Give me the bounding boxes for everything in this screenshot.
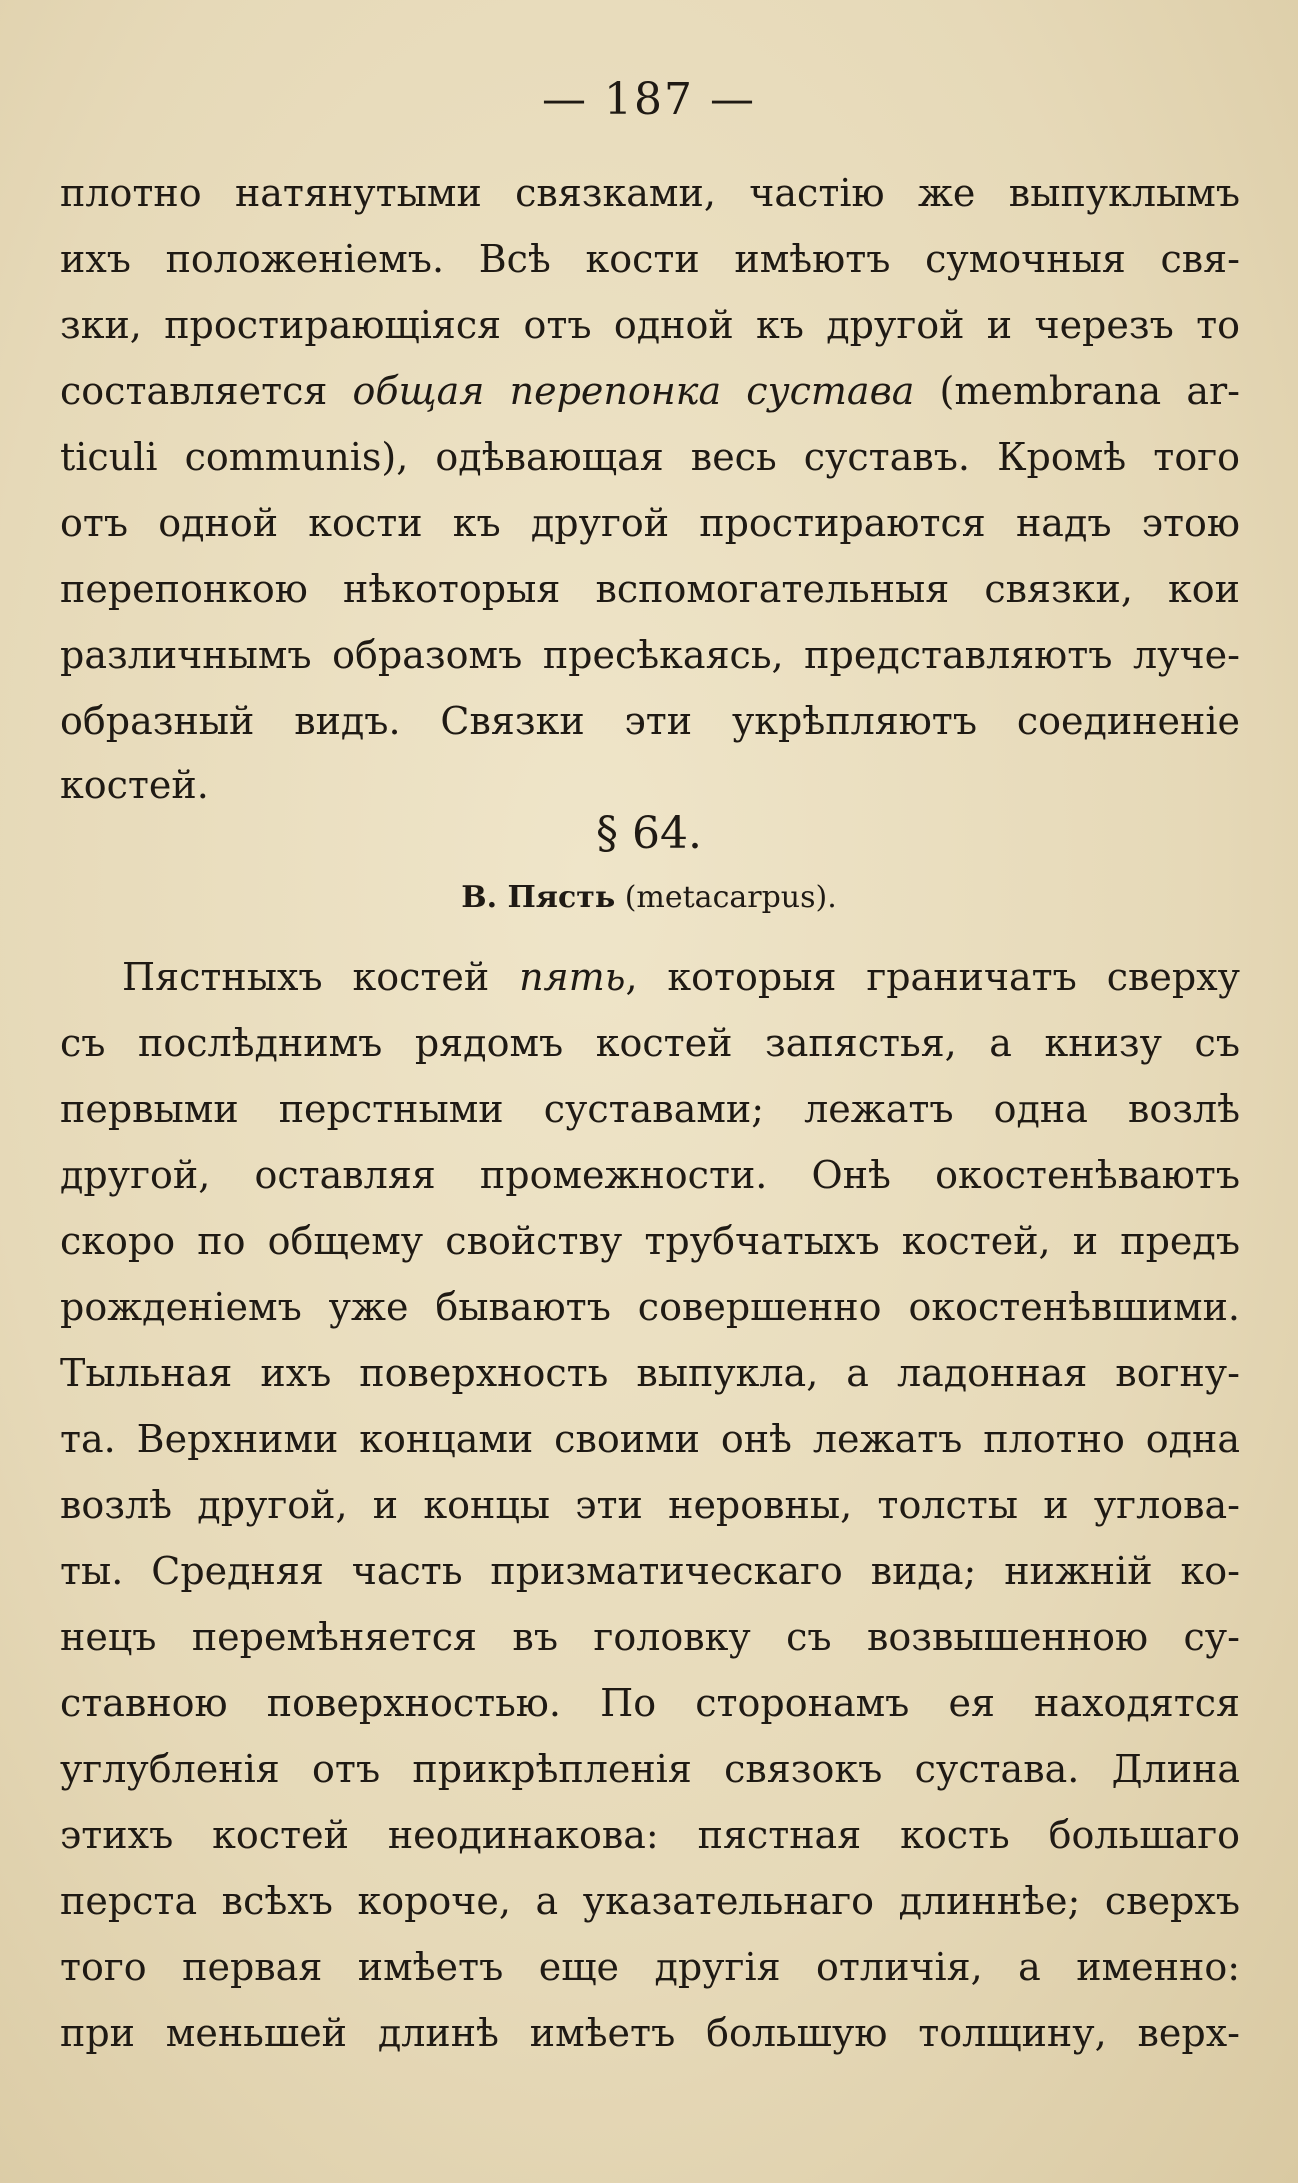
italic-term: общая перепонка сустава xyxy=(352,369,915,413)
section-title-text: В. Пясть xyxy=(461,880,616,915)
text-span: , которыя граничатъ сверху xyxy=(625,955,1240,999)
text-line: ticuli communis), одѣвающая весь суставъ. Кромѣ того xyxy=(60,435,1240,479)
text-line: возлѣ другой, и концы эти неровны, толсты и углова- xyxy=(60,1483,1240,1527)
text-span: составляется xyxy=(60,369,353,413)
text-line: нецъ перемѣняется въ головку съ возвышенною су- xyxy=(60,1615,1240,1659)
text-line: плотно натянутыми связками, частію же выпуклымъ xyxy=(60,171,1240,215)
section-title-latin: (metacarpus). xyxy=(615,880,837,915)
text-line: при меньшей длинѣ имѣетъ большую толщину, верх- xyxy=(60,2011,1240,2055)
text-line xyxy=(60,944,1240,1010)
text-line: ты. Средняя часть призматическаго вида; нижній ко- xyxy=(60,1549,1240,1593)
section-title xyxy=(0,880,1298,915)
text-line: рожденіемъ уже бываютъ совершенно окостенѣвшими. xyxy=(60,1285,1240,1329)
text-line: различнымъ образомъ пресѣкаясь, представляютъ луче- xyxy=(60,633,1240,677)
text-span: (membrana ar- xyxy=(914,369,1240,413)
text-line: этихъ костей неодинакова: пястная кость большаго xyxy=(60,1813,1240,1857)
text-line: перста всѣхъ короче, а указательнаго длиннѣе; сверхъ xyxy=(60,1879,1240,1923)
section-number: § 64. xyxy=(596,808,702,859)
text-span: Пястныхъ костей xyxy=(122,955,520,999)
text-line: та. Верхними концами своими онѣ лежатъ плотно одна xyxy=(60,1417,1240,1461)
page-number: — 187 — xyxy=(542,74,756,125)
text-line: Тыльная ихъ поверхность выпукла, а ладонная вогну- xyxy=(60,1351,1240,1395)
text-line: ихъ положеніемъ. Всѣ кости имѣютъ сумочныя свя- xyxy=(60,237,1240,281)
text-line: ставною поверхностью. По сторонамъ ея находятся xyxy=(60,1681,1240,1725)
text-line: образный видъ. Связки эти укрѣпляютъ соединеніе xyxy=(60,699,1240,743)
text-line: углубленія отъ прикрѣпленія связокъ сустава. Длина xyxy=(60,1747,1240,1791)
text-line: зки, простирающіяся отъ одной къ другой и черезъ то xyxy=(60,303,1240,347)
italic-term: пять xyxy=(519,955,626,999)
text-line: скоро по общему свойству трубчатыхъ костей, и предъ xyxy=(60,1219,1240,1263)
text-line: отъ одной кости къ другой простираются надъ этою xyxy=(60,501,1240,545)
text-line xyxy=(60,358,1240,424)
text-line: съ послѣднимъ рядомъ костей запястья, а книзу съ xyxy=(60,1021,1240,1065)
text-line: того первая имѣетъ еще другія отличія, а именно: xyxy=(60,1945,1240,1989)
text-line: перепонкою нѣкоторыя вспомогательныя связки, кои xyxy=(60,567,1240,611)
text-line: костей. xyxy=(60,763,209,807)
text-line: первыми перстными суставами; лежатъ одна возлѣ xyxy=(60,1087,1240,1131)
text-line: другой, оставляя промежности. Онѣ окостенѣваютъ xyxy=(60,1153,1240,1197)
